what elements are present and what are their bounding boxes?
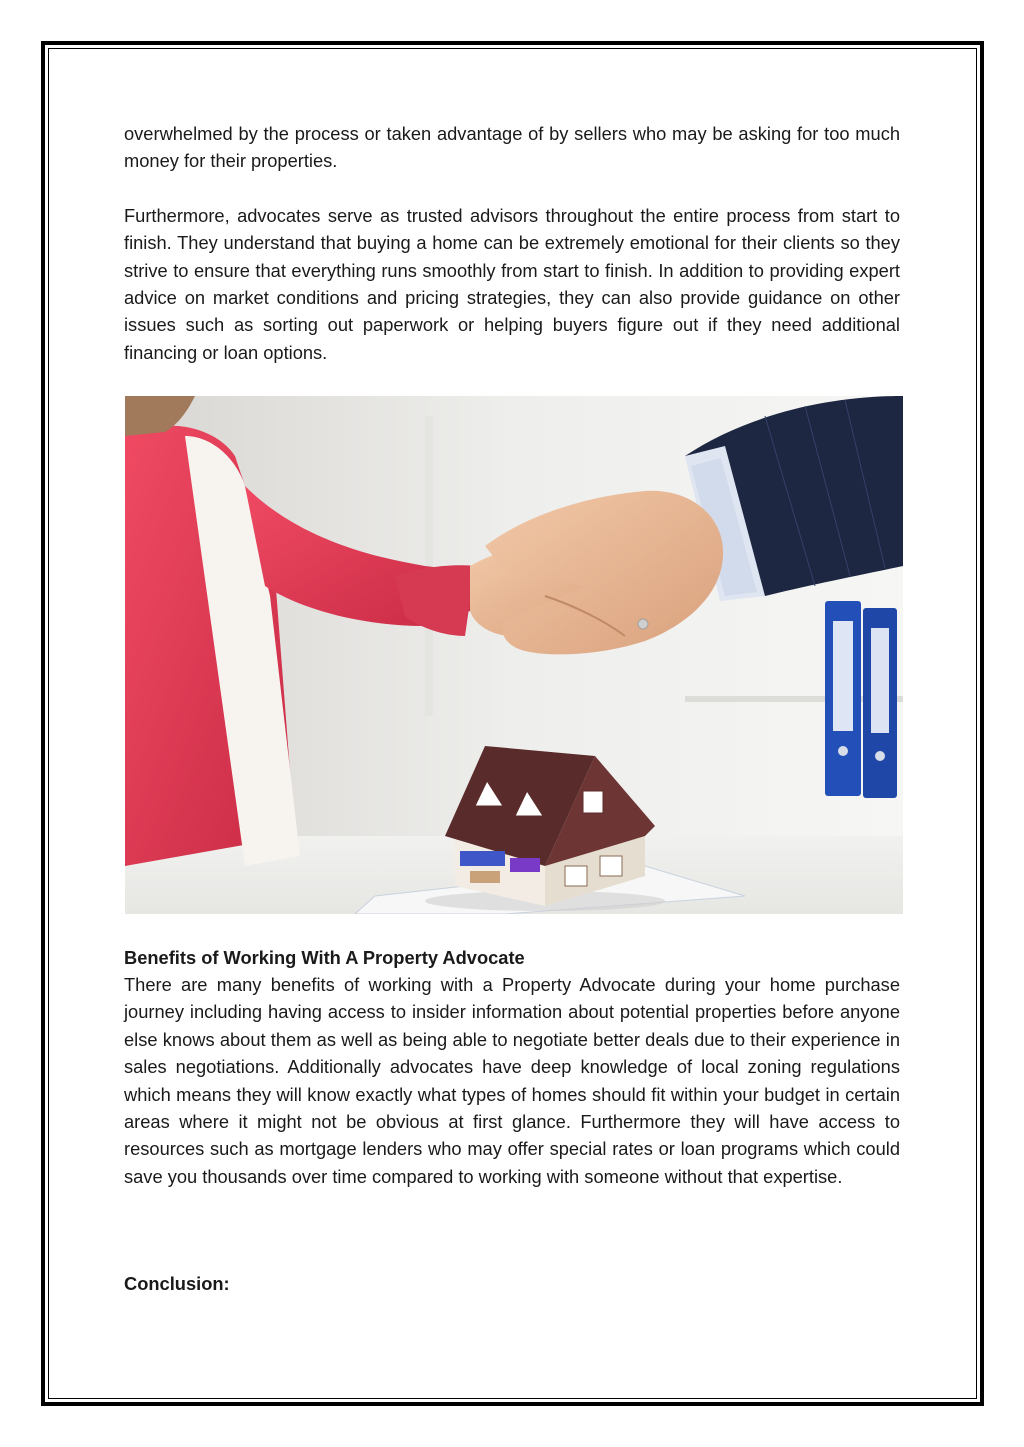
intro-section — [124, 120, 900, 366]
benefits-section — [124, 971, 900, 1190]
binder-shelf — [825, 601, 897, 798]
conclusion-heading: Conclusion: — [124, 1273, 230, 1294]
intro-paragraph-2: Furthermore, advocates serve as trusted advisors throughout the entire process from start to finish. They understand that buying a home can be extremely emotional for their clients so they strive to ensure that everything runs smoothly from start to finish. In addition to providing expert advice on market conditions and pricing strategies, they can also provide guidance on other issues such as sorting out paperwork or helping buyers figure out if they need additional financing or loan options. — [124, 204, 900, 363]
benefits-heading: Benefits of Working With A Property Advocate — [124, 947, 525, 968]
handshake-photo — [125, 396, 903, 914]
intro-paragraph-1: overwhelmed by the process or taken advantage of by sellers who may be asking for too much money for their properties. — [124, 123, 900, 172]
benefits-paragraph: There are many benefits of working with a Property Advocate during your home purchase journey including having access to insider information about potential properties before anyone else knows about them as well as being able to negotiate better deals due to their experience in sales negotiations. Additionally advocates have deep knowledge of local zoning regulations which means they will know exactly what types of homes should fit within your budget in certain areas where it might not be obvious at first glance. Furthermore they will have access to resources such as mortgage lenders who may offer special rates or loan programs which could save you thousands over time compared to working with someone without that expertise. — [124, 974, 900, 1187]
